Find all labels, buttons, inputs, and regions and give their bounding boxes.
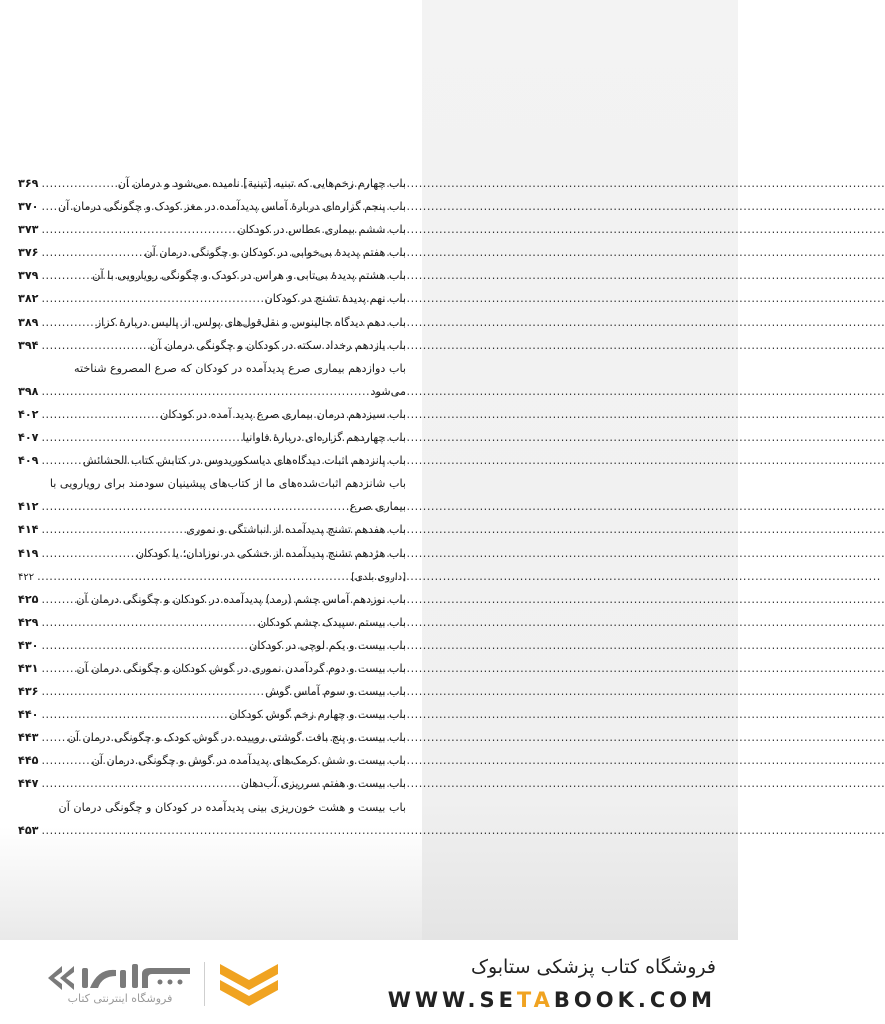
toc-page-number: ۴۴۷ (18, 777, 39, 791)
toc-leader-dots (42, 241, 145, 264)
toc-leader-dots (42, 287, 265, 310)
toc-entry (18, 241, 406, 264)
toc-leader-dots (42, 680, 266, 703)
store-logo[interactable] (36, 954, 286, 1014)
url-suffix: BOOK.COM (553, 988, 716, 1012)
toc-leader-dots (42, 195, 58, 218)
toc-entry (18, 380, 406, 403)
toc-entry-title: باب چهارم زخم‌هایی که تبنیه [تینیة] نامیده می‌شود و درمان آن (117, 177, 406, 190)
toc-entry-title: باب دوازدهم بیماری صرع پدیدآمده در کودکان که صرع المصروع شناخته (74, 361, 406, 375)
toc-entry (18, 357, 406, 380)
toc-entry (18, 495, 406, 518)
toc-page-number: ۳۹۴ (18, 338, 39, 352)
toc-page-number: ۳۸۹ (18, 315, 39, 329)
toc-page-number: ۴۰۹ (18, 454, 39, 468)
toc-page-number: ۴۴۳ (18, 731, 39, 745)
logo-subtitle: فروشگاه اینترنتی کتاب (67, 992, 173, 1005)
toc-page-number: ۴۱۲ (18, 500, 39, 514)
toc-entry-title: باب چهاردهم گزاره‌ای دربارهٔ فاوانیا (242, 431, 406, 445)
toc-entry-title: باب بیست و چهارم زخم گوش کودکان (229, 708, 406, 722)
toc-entry (18, 657, 406, 680)
url-prefix: WWW.SE (387, 988, 517, 1012)
store-name: فروشگاه کتاب پزشکی ستابوک (470, 956, 716, 978)
store-footer (0, 940, 738, 1024)
toc-page-number: ۳۹۸ (18, 384, 39, 398)
toc-entry (18, 172, 406, 195)
toc-entry-title: باب بیست و پنج بافت گوشتی روییده در گوش کودک و چگونگی درمان آن (67, 731, 406, 745)
toc-leader-dots (42, 772, 241, 795)
toc-leader-dots (42, 518, 187, 541)
toc-entry-title: باب بیست و شش کرمک‌های پدیدآمده در گوش و چگونگی درمان آن (91, 754, 406, 768)
toc-leader-dots (42, 726, 68, 749)
toc-entry-title: باب هفدهم تشنج پدیدآمده از انباشتگی و نموری (186, 523, 406, 537)
toc-leader-dots (42, 819, 407, 842)
toc-entry-title: باب بیستم سپیدک چشم کودکان (258, 615, 406, 629)
toc-leader-dots (42, 542, 136, 565)
toc-entry (18, 796, 406, 819)
toc-entry-title: باب پانزدهم اثبات دیدگاه‌های دیاسکوریدوس در کتابش کتاب الحشائش (82, 454, 406, 468)
toc-entry-title: باب شانزدهم اثبات‌شده‌های ما از کتاب‌های پیشینیان سودمند برای رویارویی با (49, 477, 406, 491)
toc-entry (18, 726, 406, 749)
toc-leader-dots (42, 703, 230, 726)
toc-leader-dots (42, 426, 243, 449)
setabook-wordmark-icon (40, 956, 200, 996)
toc-entry (18, 634, 406, 657)
toc-entry (18, 334, 406, 357)
toc-entry (18, 311, 406, 334)
toc-page-number: ۳۸۲ (18, 292, 39, 306)
toc-page-number: ۴۳۶ (18, 685, 39, 699)
toc-page-number: ۴۰۲ (18, 407, 39, 421)
toc-entry (18, 518, 406, 541)
toc-entry-title: بیماری صرع (349, 500, 406, 514)
toc-leader-dots (42, 495, 350, 518)
toc-page-number: ۳۷۳ (18, 223, 39, 237)
toc-page-number: ۴۲۹ (18, 615, 39, 629)
toc-entry-title: باب هفتم پدیدهٔ بی‌خوابی در کودکان و چگونگی درمان آن (144, 246, 406, 260)
toc-page-number: ۴۲۵ (18, 592, 39, 606)
toc-entry-title: باب بیست و هفتم سرریزی آب‌دهان (240, 777, 406, 791)
toc-entry (18, 680, 406, 703)
toc-page-number: ۴۱۴ (18, 523, 39, 537)
toc-entry-title: باب بیست و یکم لوچی در کودکان (249, 638, 406, 652)
toc-entry-title: باب بیست و هشت خون‌ریزی بینی پدیدآمده در کودکان و چگونگی درمان آن (58, 800, 406, 814)
toc-page-number: ۴۲۲ (18, 571, 35, 583)
toc-entry-title: باب بیست و سوم آماس گوش (265, 685, 406, 699)
toc-leader-dots (42, 403, 161, 426)
toc-entry-title: [داروی بلدی] (351, 571, 406, 583)
toc-leader-dots (42, 218, 238, 241)
toc-page-number: ۴۳۱ (18, 661, 39, 675)
toc-page-number: ۴۳۰ (18, 638, 39, 652)
toc-entry (18, 703, 406, 726)
toc-entry-title: باب هشتم پدیدهٔ بی‌تابی و هراس در کودک و چگونگی رویارویی با آن (92, 269, 406, 283)
toc-entry (18, 449, 406, 472)
toc-entry-title: باب سیزدهم درمان بیماری صرع پدید آمده در کودکان (160, 407, 406, 421)
toc-entry (18, 611, 406, 634)
toc-entry (18, 264, 406, 287)
toc-leader-dots (42, 588, 77, 611)
toc-entry-title: باب نهم پدیدهٔ تشنج در کودکان (264, 292, 406, 306)
setabook-chevron-logo-icon (216, 958, 282, 1008)
toc-leader-dots (42, 634, 250, 657)
toc-entry-title: می‌شود (370, 384, 406, 398)
toc-entry (18, 218, 406, 241)
toc-page-number: ۴۴۰ (18, 708, 39, 722)
toc-entry (18, 819, 406, 842)
toc-entry (18, 195, 406, 218)
toc-leader-dots (42, 334, 150, 357)
toc-entry (18, 749, 406, 772)
toc-entry (18, 472, 406, 495)
toc-entry-title: باب هژدهم تشنج پدیدآمده از خشکی در نوزادان؛ یا کودکان (135, 546, 406, 560)
toc-leader-dots (42, 311, 96, 334)
toc-leader-dots (42, 264, 93, 287)
toc-leader-dots (37, 565, 351, 588)
page-margin-shade (422, 0, 738, 940)
toc-entry-title: باب دهم دیدگاه جالینوس و نقل‌قول‌های پولس از پالیس دربارهٔ کزاز (95, 315, 406, 329)
toc-page-number: ۴۴۵ (18, 754, 39, 768)
toc-entry (18, 403, 406, 426)
toc-page-number: ۳۷۹ (18, 269, 39, 283)
logo-divider (204, 962, 205, 1006)
toc-leader-dots (42, 172, 118, 195)
toc-leader-dots (42, 657, 77, 680)
toc-entry-title: باب پنجم گزاره‌ای دربارهٔ آماس پدیدآمده در مغز کودک و چگونگی درمان آن (57, 200, 406, 214)
toc-entry (18, 588, 406, 611)
toc-leader-dots (42, 611, 259, 634)
store-url[interactable] (388, 988, 716, 1012)
toc-page-number: ۳۷۰ (18, 200, 39, 214)
toc-leader-dots (42, 380, 371, 403)
toc-entry (18, 772, 406, 795)
toc-entry-title: باب بیست و دوم گردآمدن نموری در گوش کودکان و چگونگی درمان آن (76, 661, 406, 675)
url-highlight: TA (516, 988, 554, 1012)
toc-leader-dots (42, 749, 92, 772)
toc-leader-dots (42, 449, 83, 472)
toc-entry-title: باب یازدهم رخداد سکته در کودکان و چگونگی درمان آن (149, 338, 406, 352)
toc-entry (18, 426, 406, 449)
toc-page-number: ۴۰۷ (18, 431, 39, 445)
toc-page-number: ۴۵۳ (18, 823, 39, 837)
toc-entry (18, 565, 406, 588)
table-of-contents (18, 172, 406, 842)
toc-entry (18, 542, 406, 565)
toc-page-number: ۳۷۶ (18, 246, 39, 260)
toc-entry-title: باب ششم بیماری عطاس در کودکان (237, 223, 406, 237)
toc-page-number: ۴۱۹ (18, 546, 39, 560)
toc-entry (18, 287, 406, 310)
toc-entry-title: باب نوزدهم آماس چشم (رمد) پدیدآمده در کودکان و چگونگی درمان آن (76, 592, 406, 606)
toc-page-number: ۳۶۹ (18, 177, 39, 190)
